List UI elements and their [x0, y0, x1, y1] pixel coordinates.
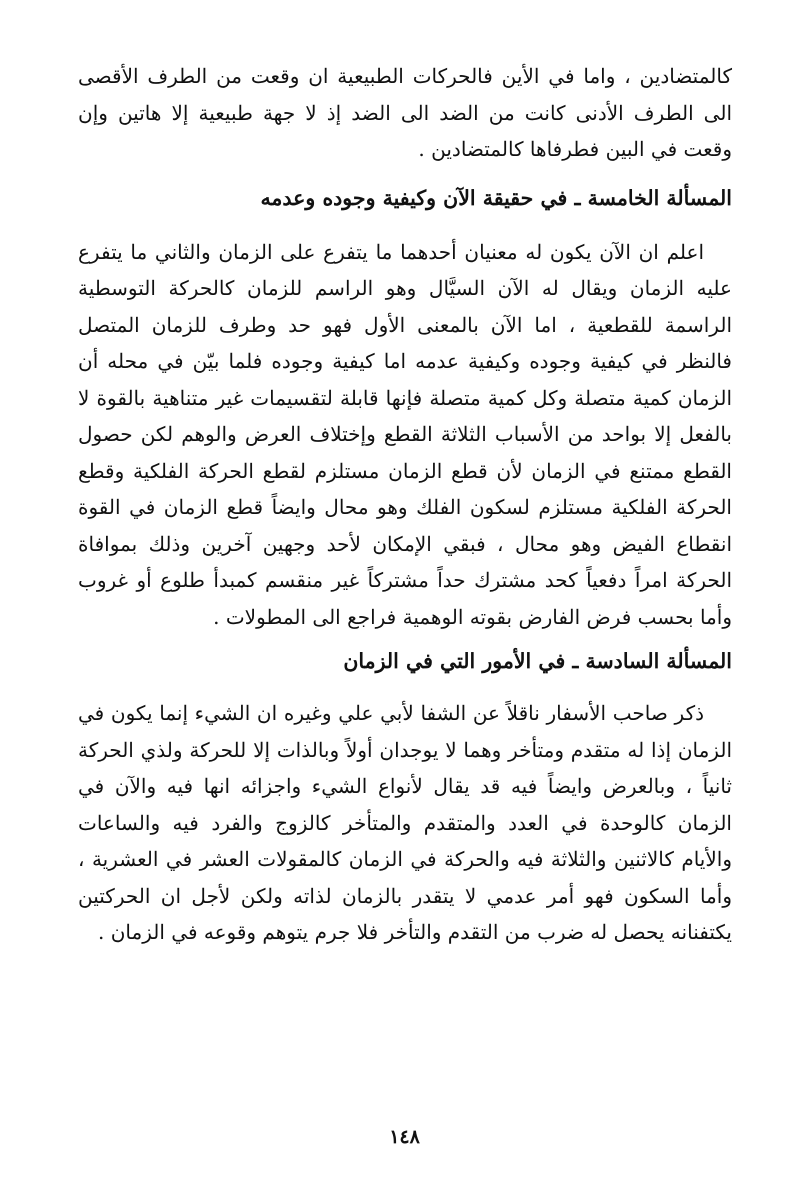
- intro-paragraph: كالمتضادين ، واما في الأين فالحركات الطبيعية ان وقعت من الطرف الأقصى الى الطرف الأدنى كانت من الضد الى الضد إذ لا جهة طبيعية إلا هاتين وإن وقعت في البين فطرفاها كالمتضادين .: [78, 64, 732, 161]
- section-5-paragraph: اعلم ان الآن يكون له معنيان أحدهما ما يتفرع على الزمان والثاني ما يتفرع عليه الزمان ويقال له الآن السيَّال وهو الراسم للزمان كالحركة التوسطية الراسمة للقطعية ، اما الآن بالمعنى الأول فهو حد وطرف للزمان المتصل فالنظر في كيفية وجوده وكيفية عدمه اما كيفية وجوده فلما بيّن في محله أن الزمان كمية متصلة وكل كمية متصلة فإنها قابلة لتقسيمات غير متناهية بالقوة لا بالفعل إلا بواحد من الأسباب الثلاثة القطع وإختلاف العرض والوهم لكن حصول القطع ممتنع في الزمان لأن قطع الزمان مستلزم لقطع الحركة الفلكية وقطع الحركة الفلكية مستلزم لسكون الفلك وهو محال وايضاً قطع الزمان في القوة انقطاع الفيض وهو محال ، فبقي الإمكان لأحد وجهين آخرين وذلك بموافاة الحركة امراً دفعياً كحد مشترك حداً مشتركاً غير منقسم كمبدأ طلوع أو غروب وأما بحسب فرض الفارض بقوته الوهمية فراجع الى المطولات .: [78, 239, 732, 629]
- section-6-heading: المسألة السادسة ـ في الأمور التي في الزمان: [343, 649, 732, 673]
- page-text: [78, 58, 732, 951]
- section-6-paragraph: ذكر صاحب الأسفار ناقلاً عن الشفا لأبي علي وغيره ان الشيء إنما يكون في الزمان إذا له متقدم ومتأخر وهما لا يوجدان أولاً وبالذات إلا للحركة ولذي الحركة ثانياً ، وبالعرض وايضاً فيه قد يقال لأنواع الشيء واجزائه انها فيه والآن في الزمان كالوحدة في العدد والمتقدم والمتأخر كالزوج والفرد فيه والساعات والأيام كالاثنين والثلاثة فيه والحركة في الزمان كالمقولات العشر في العشرية ، وأما السكون فهو أمر عدمي لا يتقدر بالزمان لذاته ولكن لأجل ان الحركتين يكتفنانه يحصل له ضرب من التقدم والتأخر فلا جرم يتوهم وقوعه في الزمان .: [78, 701, 732, 944]
- page-number: ١٤٨: [389, 1126, 420, 1148]
- section-5-heading: المسألة الخامسة ـ في حقيقة الآن وكيفية وجوده وعدمه: [260, 185, 732, 210]
